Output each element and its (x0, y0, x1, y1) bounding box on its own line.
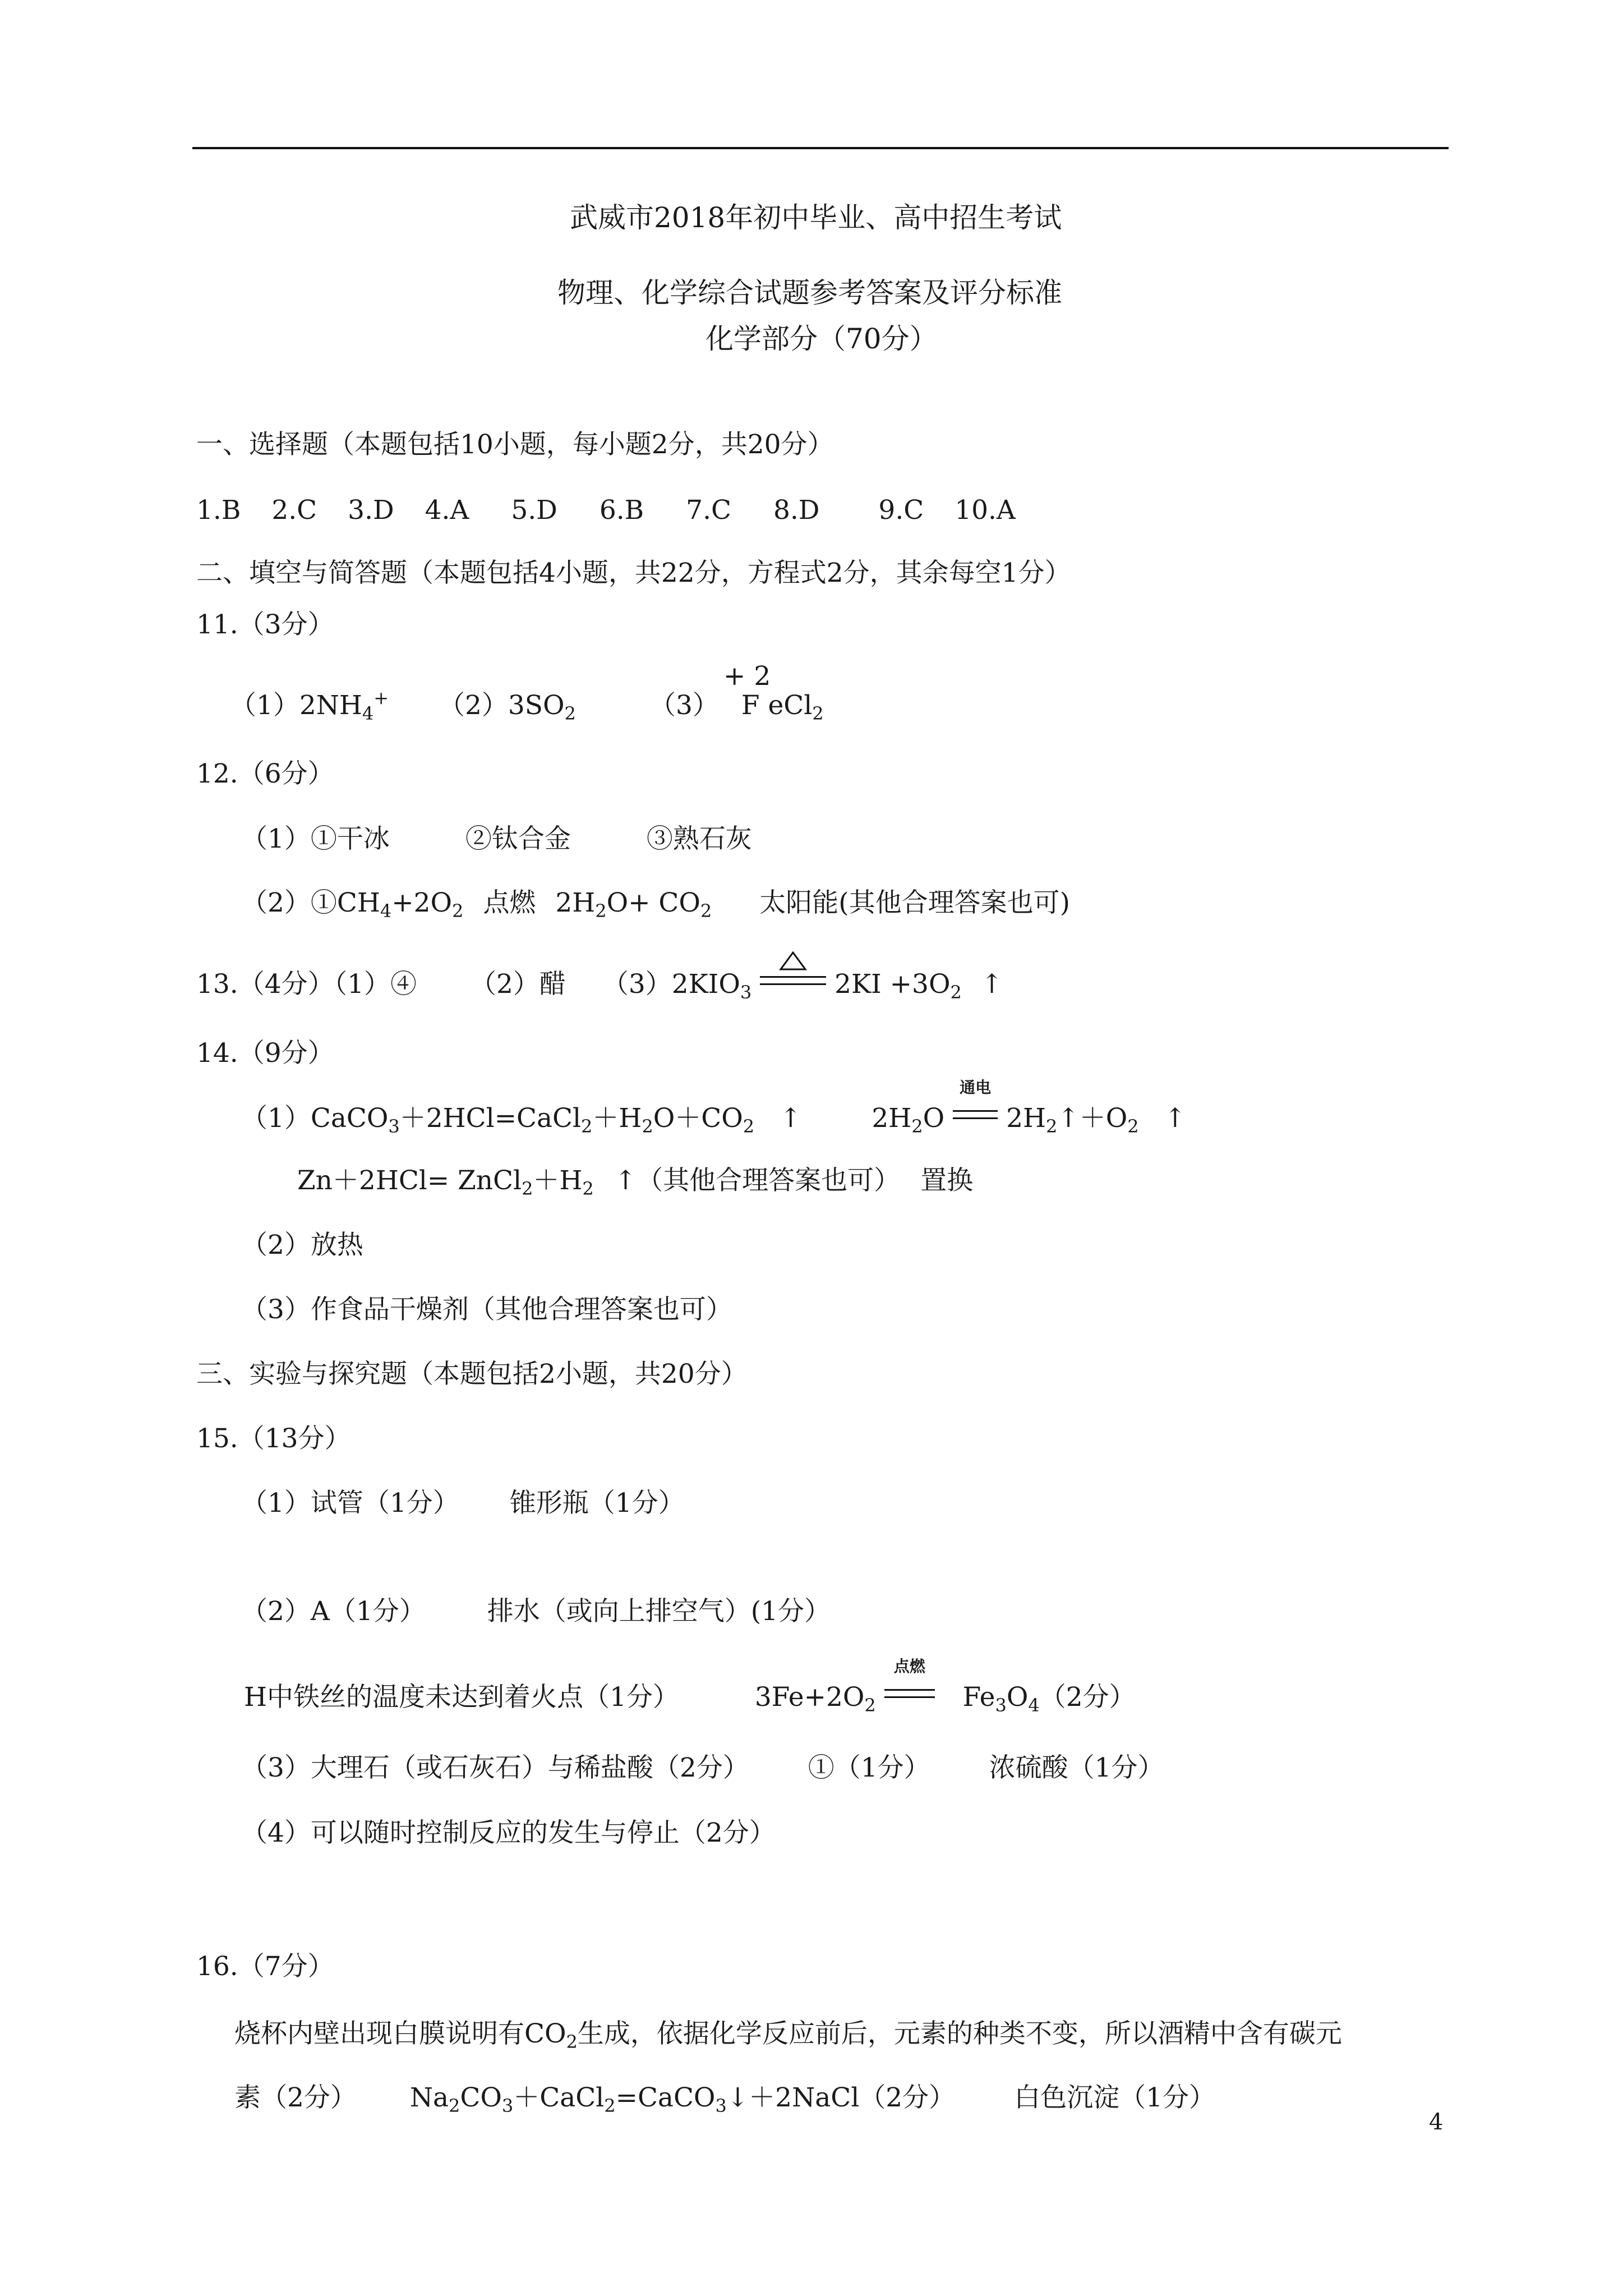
q14-label: 14.（9分） (196, 1038, 334, 1069)
mc-answer: 9.C (878, 495, 924, 526)
section-3-heading: 三、实验与探究题（本题包括2小题，共20分） (196, 1359, 748, 1389)
q16-line-1: 烧杯内壁出现白膜说明有$CO_2$生成，依据化学反应前后，元素的种类不变，所以酒精中含有碳元 (234, 2018, 1342, 2053)
q11-answer-1: $(1)2NH_4^+$ (230, 687, 389, 724)
q12-line-2: $(2)①CH_4+2O_2$ 点燃 $2H_2O+ CO_2$ 太阳能(其他合理答案也可) (241, 887, 1070, 922)
mc-answer: 2.C (271, 495, 317, 526)
mc-answer: 1.B (196, 495, 241, 526)
header-rule (192, 147, 1449, 149)
doc-title-2: 物理、化学综合试题参考答案及评分标准 (557, 277, 1062, 309)
q14-line-3: （2）放热 (241, 1230, 363, 1260)
section-1-heading: 一、选择题（本题包括10小题，每小题2分，共20分） (196, 429, 834, 460)
mc-answer: 4.A (425, 495, 469, 526)
q15-line-4: （3）大理石（或石灰石）与稀盐酸（2分） ①（1分） 浓硫酸（1分） (241, 1752, 1164, 1783)
mc-answer: 5.D (511, 495, 557, 526)
q13-line: 13.（4分）（1）④ （2）醋 $(3)2KIO_3$ $2KI +3O_2$ ↑ (196, 968, 1003, 1001)
heat-triangle-icon (779, 951, 807, 971)
q11-label: 11.（3分） (196, 609, 334, 640)
page-number: 4 (1429, 2109, 1444, 2135)
q15-line-5: （4）可以随时控制反应的发生与停止（2分） (241, 1818, 776, 1848)
electrolysis-condition: 通电 (953, 1102, 998, 1135)
mc-answer: 7.C (686, 495, 731, 526)
ignition-condition: 点燃 (884, 1681, 935, 1714)
q11-answer-2: $(2)3SO_2$ (439, 690, 576, 724)
q15-label: 15.（13分） (196, 1423, 351, 1454)
q12-label: 12.（6分） (196, 758, 334, 789)
doc-title-1: 武威市2018年初中毕业、高中招生考试 (570, 201, 1062, 234)
mc-answer: 10.A (955, 495, 1016, 526)
q14-line-2: $Zn+2HCl= ZnCl_2+H_2$ ↑（其他合理答案也可） 置换 (297, 1165, 974, 1199)
doc-title-3: 化学部分（70分） (706, 323, 938, 355)
q14-line-4: （3）作食品干燥剂（其他合理答案也可） (241, 1294, 732, 1325)
mc-answer: 6.B (599, 495, 644, 526)
q15-line-2: （2）A（1分） 排水（或向上排空气）(1分） (241, 1596, 831, 1627)
mc-answers (196, 494, 1016, 527)
q15-line-1: （1）试管（1分） 锥形瓶（1分） (241, 1488, 685, 1519)
heat-condition (760, 968, 826, 1001)
q11-answer-3: （3） F eCl$_2$ (649, 690, 824, 724)
mc-answer: 8.D (773, 495, 820, 526)
mc-answer: 3.D (348, 495, 394, 526)
q15-line-3: H中铁丝的温度未达到着火点（1分） $3Fe+2O_2$ 点燃 $Fe_3O_4(2$分） (244, 1657, 1136, 1716)
q16-line-2: 素（2分） $Na_2CO_3+CaCl_2=CaCO_3↓+2NaCl(2$分） 白色沉淀（1分） (234, 2082, 1215, 2116)
oxidation-state-label: + 2 (723, 661, 771, 692)
q14-line-1: $(1)CaCO_3+2HCl=CaCl_2+H_2O+CO_2$ ↑ $2H_2O$ 通电 $2H_2↑+O_2$ ↑ (241, 1078, 1186, 1137)
q12-line-1: （1）①干冰 ②钛合金 ③熟石灰 (241, 823, 752, 854)
section-2-heading: 二、填空与简答题（本题包括4小题，共22分，方程式2分，其余每空1分） (196, 558, 1071, 588)
reaction-condition: 点燃 (483, 887, 536, 918)
q16-label: 16.（7分） (196, 1951, 334, 1982)
